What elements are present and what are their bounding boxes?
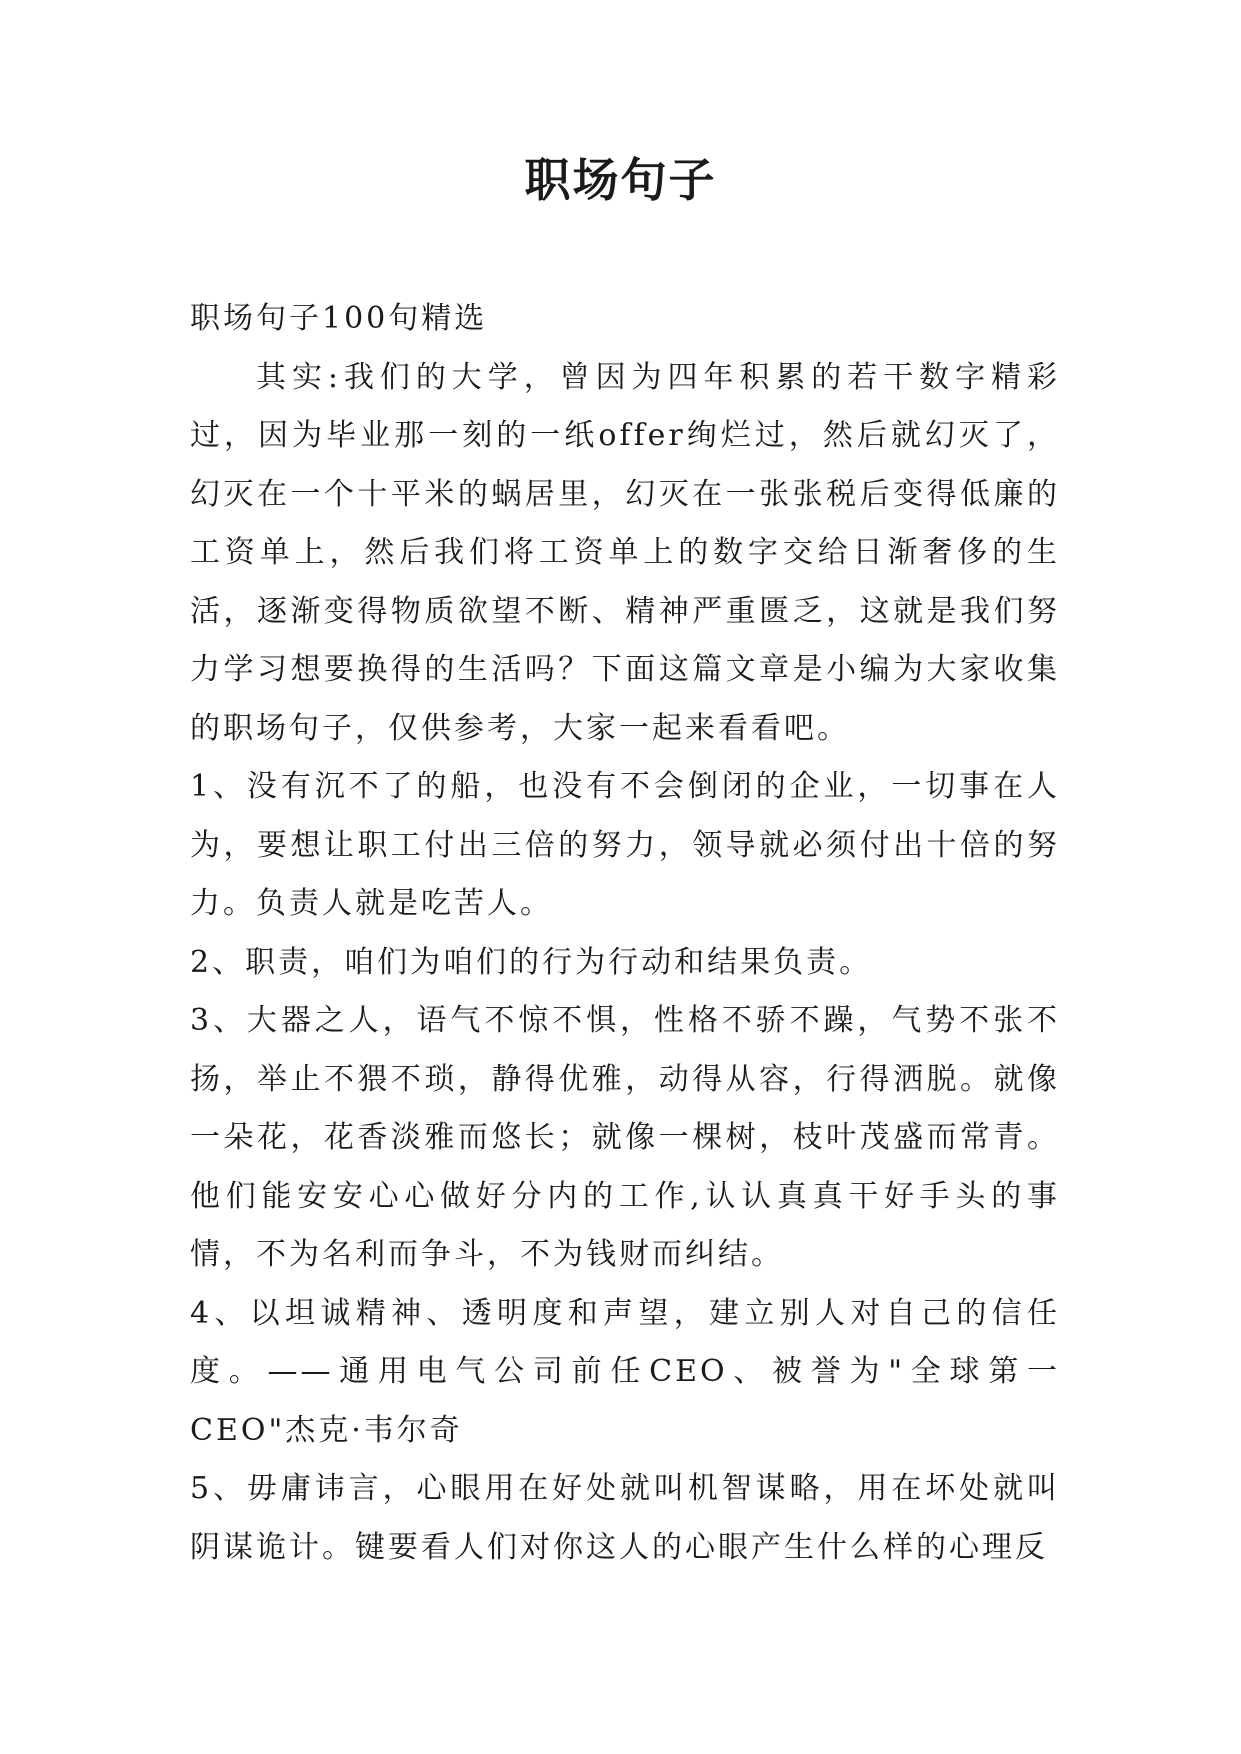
list-item: 5、毋庸讳言，心眼用在好处就叫机智谋略，用在坏处就叫阴谋诡计。键要看人们对你这人的心眼产生什么样的心理反 bbox=[190, 1471, 1060, 1565]
document-title: 职场句子 bbox=[524, 153, 717, 207]
document-body bbox=[190, 290, 1060, 1577]
list-item: 4、以坦诚精神、透明度和声望，建立别人对自己的信任度。——通用电气公司前任CEO、被誉为"全球第一CEO"杰克·韦尔奇 bbox=[190, 1295, 1060, 1448]
document-subtitle: 职场句子100句精选 bbox=[190, 301, 488, 336]
list-item: 2、职责，咱们为咱们的行为行动和结果负责。 bbox=[190, 944, 873, 980]
list-item: 1、没有沉不了的船，也没有不会倒闭的企业，一切事在人为，要想让职工付出三倍的努力，领导就必须付出十倍的努力。负责人就是吃苦人。 bbox=[190, 769, 1060, 921]
list-item: 3、大器之人，语气不惊不惧，性格不骄不躁，气势不张不扬，举止不猥不琐，静得优雅，动得从容，行得洒脱。就像一朵花，花香淡雅而悠长；就像一棵树，枝叶茂盛而常青。他们能安安心心做好分内的工作,认认真真干好手头的事情，不为名利而争斗，不为钱财而纠结。 bbox=[190, 1003, 1060, 1272]
intro-paragraph: 其实:我们的大学，曾因为四年积累的若干数字精彩过，因为毕业那一刻的一纸offer绚烂过，然后就幻灭了，幻灭在一个十平米的蜗居里，幻灭在一张张税后变得低廉的工资单上，然后我们将工资单上的数字交给日渐奢侈的生活，逐渐变得物质欲望不断、精神严重匮乏，这就是我们努力学习想要换得的生活吗？下面这篇文章是小编为大家收集的职场句子，仅供参考，大家一起来看看吧。 bbox=[190, 359, 1060, 746]
